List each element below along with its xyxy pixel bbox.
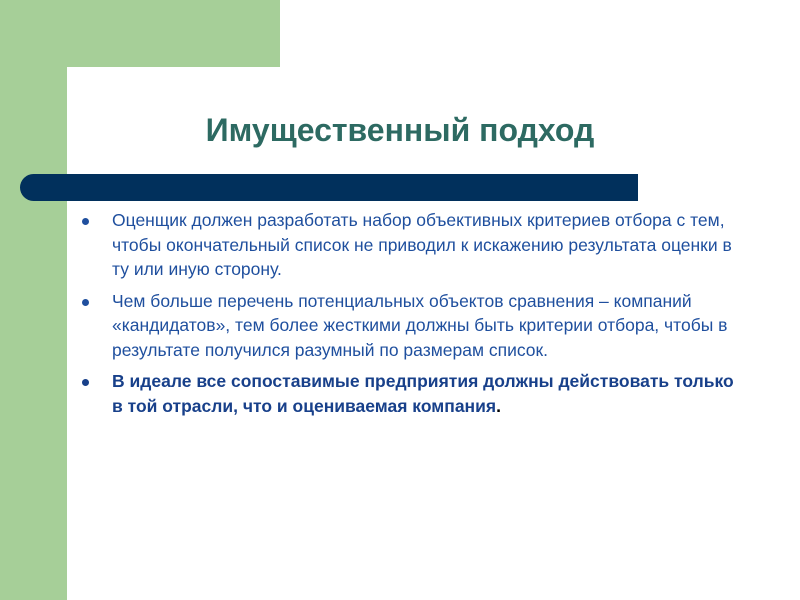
bullet-dot-icon bbox=[82, 218, 89, 225]
bullet-text bbox=[112, 369, 736, 418]
bullet-text-main: В идеале все сопоставимые предприятия должны действовать только в той отрасли, что и оцениваемая компания bbox=[112, 371, 734, 416]
bullet-item-3 bbox=[76, 369, 736, 418]
bullet-text: Чем больше перечень потенциальных объектов сравнения – компаний «кандидатов», тем более жесткими должны быть критерии отбора, чтобы в результате получился разумный по размерам список. bbox=[112, 290, 728, 360]
bullet-item-2 bbox=[76, 289, 736, 363]
bullet-dot-icon bbox=[82, 299, 89, 306]
accent-strip-left bbox=[0, 0, 67, 600]
bullet-item-1 bbox=[76, 208, 736, 282]
bullet-text: Оценщик должен разработать набор объективных критериев отбора с тем, чтобы окончательный список не приводил к искажению результата оценки в ту или иную сторону. bbox=[112, 210, 732, 279]
bullet-dot-icon bbox=[82, 379, 89, 386]
title-rule-bar bbox=[20, 174, 638, 201]
slide-title: Имущественный подход bbox=[205, 112, 595, 148]
bullet-list bbox=[76, 208, 736, 425]
bullet-text-period: . bbox=[496, 395, 501, 416]
